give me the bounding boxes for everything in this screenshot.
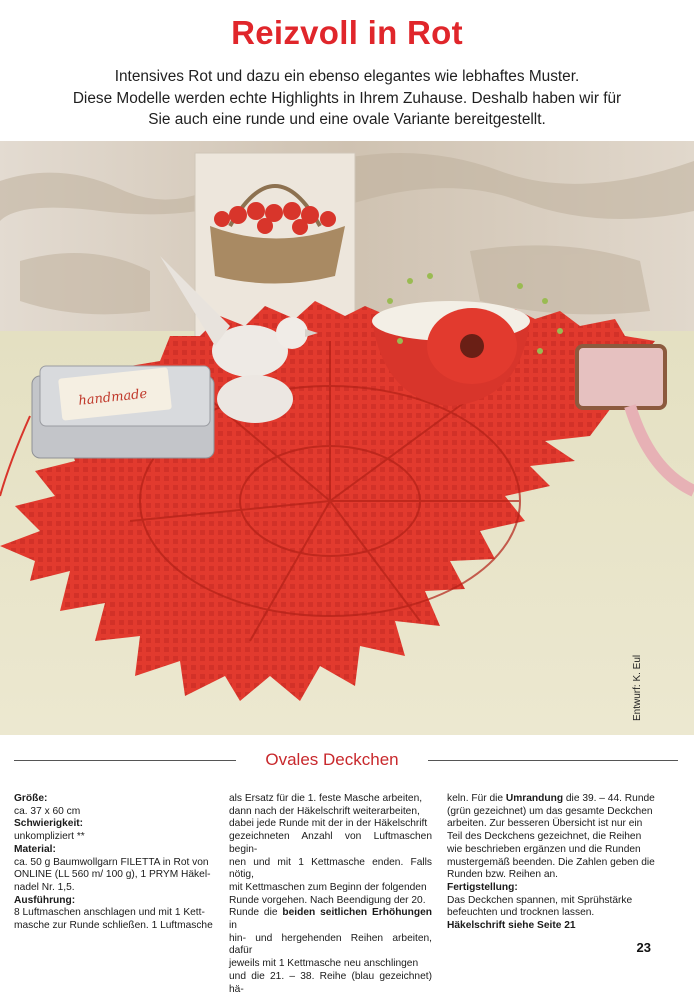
- intro-line: Diese Modelle werden echte Highlights in Ihrem Zuhause. Deshalb haben wir für: [72, 89, 622, 107]
- text-column-2: [229, 793, 432, 996]
- body-line: wie beschrieben ergänzen und die Runden: [447, 843, 641, 855]
- body-line: Teil des Deckchens gezeichnet, die Reihen: [447, 831, 642, 843]
- body-line: als Ersatz für die 1. feste Masche arbeiten,: [229, 793, 423, 804]
- body-line: jeweils mit 1 Kettmasche neu anschlingen: [229, 958, 419, 970]
- doily-photo: [0, 141, 694, 735]
- page-number: 23: [636, 940, 651, 955]
- finish-label: Fertigstellung:: [447, 881, 518, 893]
- body-line: gezeichneten Anzahl von Luftmaschen begin-: [229, 831, 432, 855]
- page-title: Reizvoll in Rot: [231, 14, 463, 51]
- size-label: Größe:: [14, 793, 48, 804]
- material-line: nadel Nr. 1,5.: [14, 881, 75, 893]
- body-line: dabei jede Runde mit der in der Häkelschrift: [229, 818, 428, 830]
- material-line: ca. 50 g Baumwollgarn FILETTA in Rot von: [14, 856, 209, 868]
- material-line: ONLINE (LL 560 m/ 100 g), 1 PRYM Häkel-: [14, 869, 211, 881]
- finish-line: Das Deckchen spannen, mit Sprühstärke: [447, 894, 633, 906]
- material-label: Material:: [14, 843, 56, 855]
- intro-line: Intensives Rot und dazu ein ebenso elegantes wie lebhaftes Muster.: [114, 68, 580, 85]
- execution-line: masche zur Runde schließen. 1 Luftmasche: [14, 920, 213, 932]
- design-credit: Entwurf: K. Eul: [632, 654, 643, 721]
- body-line: mit Kettmaschen zum Beginn der folgenden: [229, 881, 427, 893]
- body-line: mustergemäß beenden. Die Zahlen geben die: [447, 856, 655, 868]
- body-text: keln. Für die: [447, 793, 506, 804]
- body-line: [229, 907, 432, 932]
- difficulty-label: Schwierigkeit:: [14, 818, 84, 830]
- divider-left: [14, 760, 236, 761]
- body-bold: beiden seitlichen Erhöhungen: [282, 907, 432, 919]
- finish-line: befeuchten und trocknen lassen.: [447, 907, 595, 919]
- body-line: dann nach der Häkelschrift weiterarbeiten,: [229, 805, 420, 817]
- body-bold: Umrandung: [505, 793, 564, 804]
- difficulty-value: unkompliziert **: [14, 831, 85, 843]
- chart-reference: Häkelschrift siehe Seite 21: [447, 920, 576, 932]
- section-header: [0, 750, 694, 772]
- intro-line: Sie auch eine runde und eine ovale Variante bereitgestellt.: [148, 111, 546, 128]
- text-column-3: [447, 793, 655, 933]
- body-line: [447, 793, 655, 806]
- body-text: die 39. – 44. Runde: [563, 793, 655, 804]
- body-line: nen und mit 1 Kettmasche enden. Falls nötig,: [229, 856, 432, 881]
- execution-label: Ausführung:: [14, 894, 76, 906]
- body-line: Runde vorgehen. Nach Beendigung der 20.: [229, 894, 426, 906]
- body-line: arbeiten. Zur besseren Übersicht ist nur ein: [447, 818, 643, 830]
- body-line: Runden bzw. Reihen an.: [447, 869, 559, 881]
- body-text: Runde die: [229, 907, 283, 919]
- body-line: und die 21. – 38. Reihe (blau gezeichnet) hä-: [229, 970, 432, 995]
- intro-text: [0, 66, 694, 131]
- divider-right: [428, 760, 678, 761]
- tin-label: handmade: [77, 386, 148, 409]
- body-line: (grün gezeichnet) um das gesamte Deckchen: [447, 805, 653, 817]
- section-title: Ovales Deckchen: [265, 750, 399, 769]
- body-text: in: [229, 920, 237, 932]
- execution-line: 8 Luftmaschen anschlagen und mit 1 Kett-: [14, 907, 205, 919]
- size-value: ca. 37 x 60 cm: [14, 805, 81, 817]
- body-line: hin- und hergehenden Reihen arbeiten, dafür: [229, 932, 432, 957]
- text-column-1: [14, 793, 218, 933]
